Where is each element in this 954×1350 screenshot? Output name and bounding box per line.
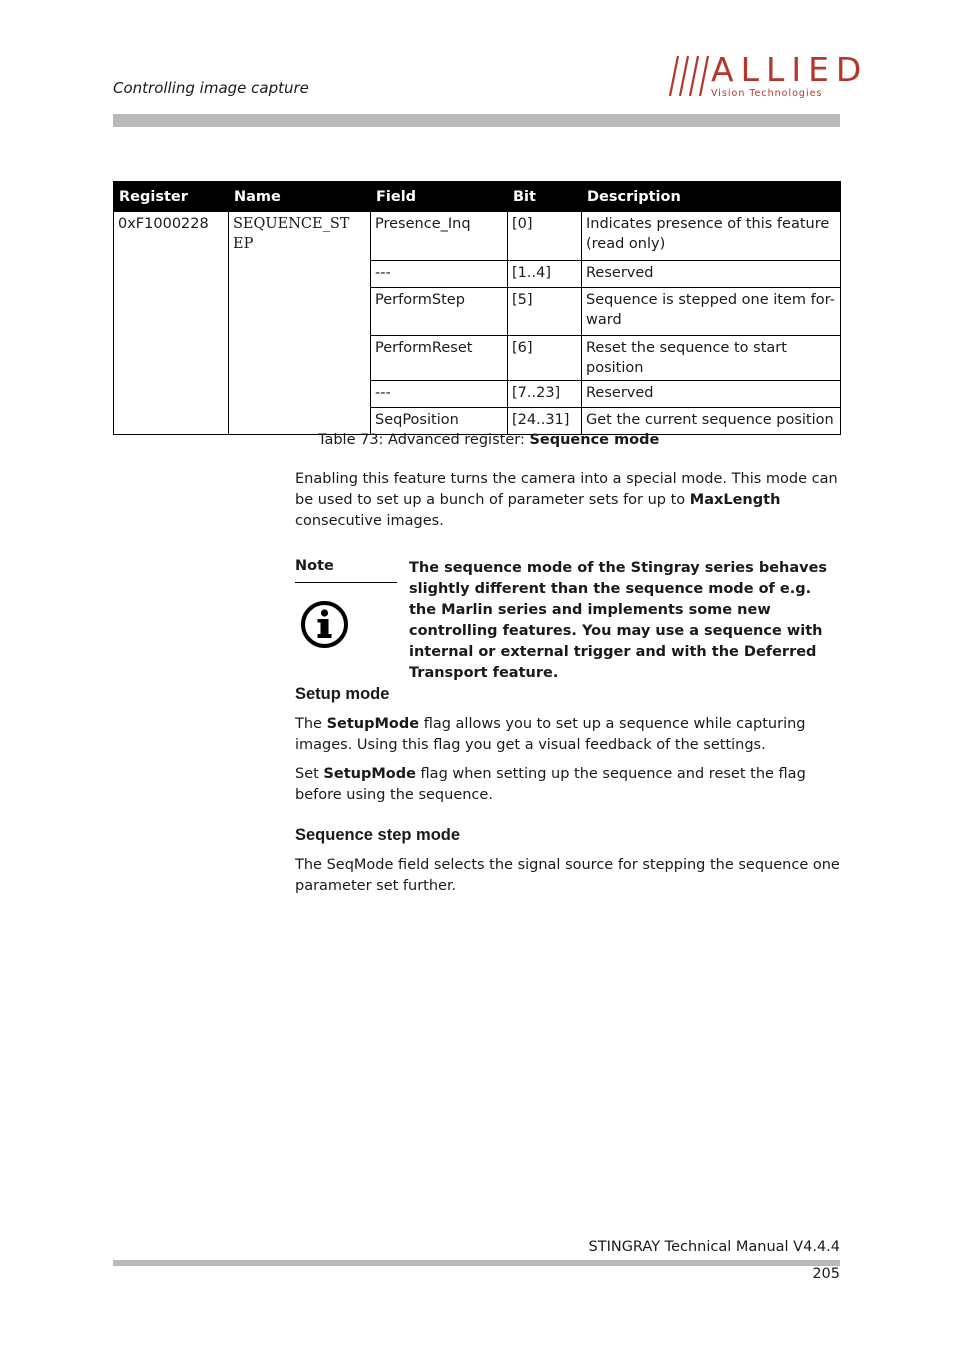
page-number: 205 xyxy=(812,1266,840,1282)
header-register: Register xyxy=(114,182,229,212)
setup-paragraph-1 xyxy=(295,714,840,756)
caption-prefix: Table 73: Advanced register: xyxy=(318,432,530,448)
header-name: Name xyxy=(229,182,371,212)
bit-cell: [7..23] xyxy=(508,381,582,408)
setup-paragraph-2 xyxy=(295,764,840,806)
info-icon xyxy=(300,600,349,649)
description-cell: Sequence is stepped one item for-ward xyxy=(582,288,841,336)
field-cell: SeqPosition xyxy=(371,408,508,435)
logo-word: ALLIED xyxy=(711,50,869,89)
footer-bar xyxy=(113,1260,840,1266)
description-cell: Get the current sequence position xyxy=(582,408,841,435)
register-address: 0xF1000228 xyxy=(114,212,229,435)
footer-manual-title: STINGRAY Technical Manual V4.4.4 xyxy=(588,1239,840,1255)
header-bit: Bit xyxy=(508,182,582,212)
table-row xyxy=(114,212,841,261)
header-bar xyxy=(113,114,840,127)
description-cell: Indicates presence of this feature (read only) xyxy=(582,212,841,261)
logo-slashes-icon xyxy=(666,52,710,100)
sequence-step-heading: Sequence step mode xyxy=(295,826,461,844)
field-cell: --- xyxy=(371,261,508,288)
note-label: Note xyxy=(295,558,334,574)
header-field: Field xyxy=(371,182,508,212)
note-divider xyxy=(295,582,397,583)
bit-cell: [0] xyxy=(508,212,582,261)
bit-cell: [5] xyxy=(508,288,582,336)
intro-text-after: consecutive images. xyxy=(295,513,444,529)
section-title: Controlling image capture xyxy=(113,79,309,97)
description-cell: Reserved xyxy=(582,381,841,408)
caption-bold: Sequence mode xyxy=(529,432,660,448)
table-caption xyxy=(318,432,659,448)
setup-p1-before: The xyxy=(295,716,327,732)
logo-subtitle: Vision Technologies xyxy=(711,88,823,99)
bit-cell: [24..31] xyxy=(508,408,582,435)
field-cell: Presence_Inq xyxy=(371,212,508,261)
field-cell: PerformReset xyxy=(371,336,508,381)
table-header-row xyxy=(114,182,841,212)
bit-cell: [1..4] xyxy=(508,261,582,288)
intro-paragraph xyxy=(295,469,840,532)
note-text: The sequence mode of the Stingray series behaves slightly different than the sequence mode of e.g. the Marlin series and implements some new controlling features. You may use a sequence with internal or external trigger and with the Deferred Transport feature. xyxy=(409,560,828,681)
field-cell: PerformStep xyxy=(371,288,508,336)
allied-logo xyxy=(666,50,869,100)
setup-mode-heading: Setup mode xyxy=(295,685,390,703)
intro-bold: MaxLength xyxy=(689,492,781,508)
setup-p2-before: Set xyxy=(295,766,324,782)
intro-text-before: Enabling this feature turns the camera into a special mode. This mode can be used to set up a bunch of parameter sets for up to xyxy=(295,471,838,508)
bit-cell: [6] xyxy=(508,336,582,381)
setup-p1-bold: SetupMode xyxy=(326,716,420,732)
field-cell: --- xyxy=(371,381,508,408)
register-table xyxy=(113,181,841,435)
setup-p2-bold: SetupMode xyxy=(323,766,416,782)
sequence-step-paragraph: The SeqMode field selects the signal source for stepping the sequence one parameter set further. xyxy=(295,857,840,894)
description-cell: Reset the sequence to start position xyxy=(582,336,841,381)
register-name: SEQUENCE_ST EP xyxy=(229,212,371,435)
header-description: Description xyxy=(582,182,841,212)
setup-p1-after: flag allows you to set up a sequence while capturing images. Using this flag you get a visual feedback of the settings. xyxy=(295,716,806,753)
description-cell: Reserved xyxy=(582,261,841,288)
setup-p2-after: flag when setting up the sequence and reset the flag before using the sequence. xyxy=(295,766,806,803)
